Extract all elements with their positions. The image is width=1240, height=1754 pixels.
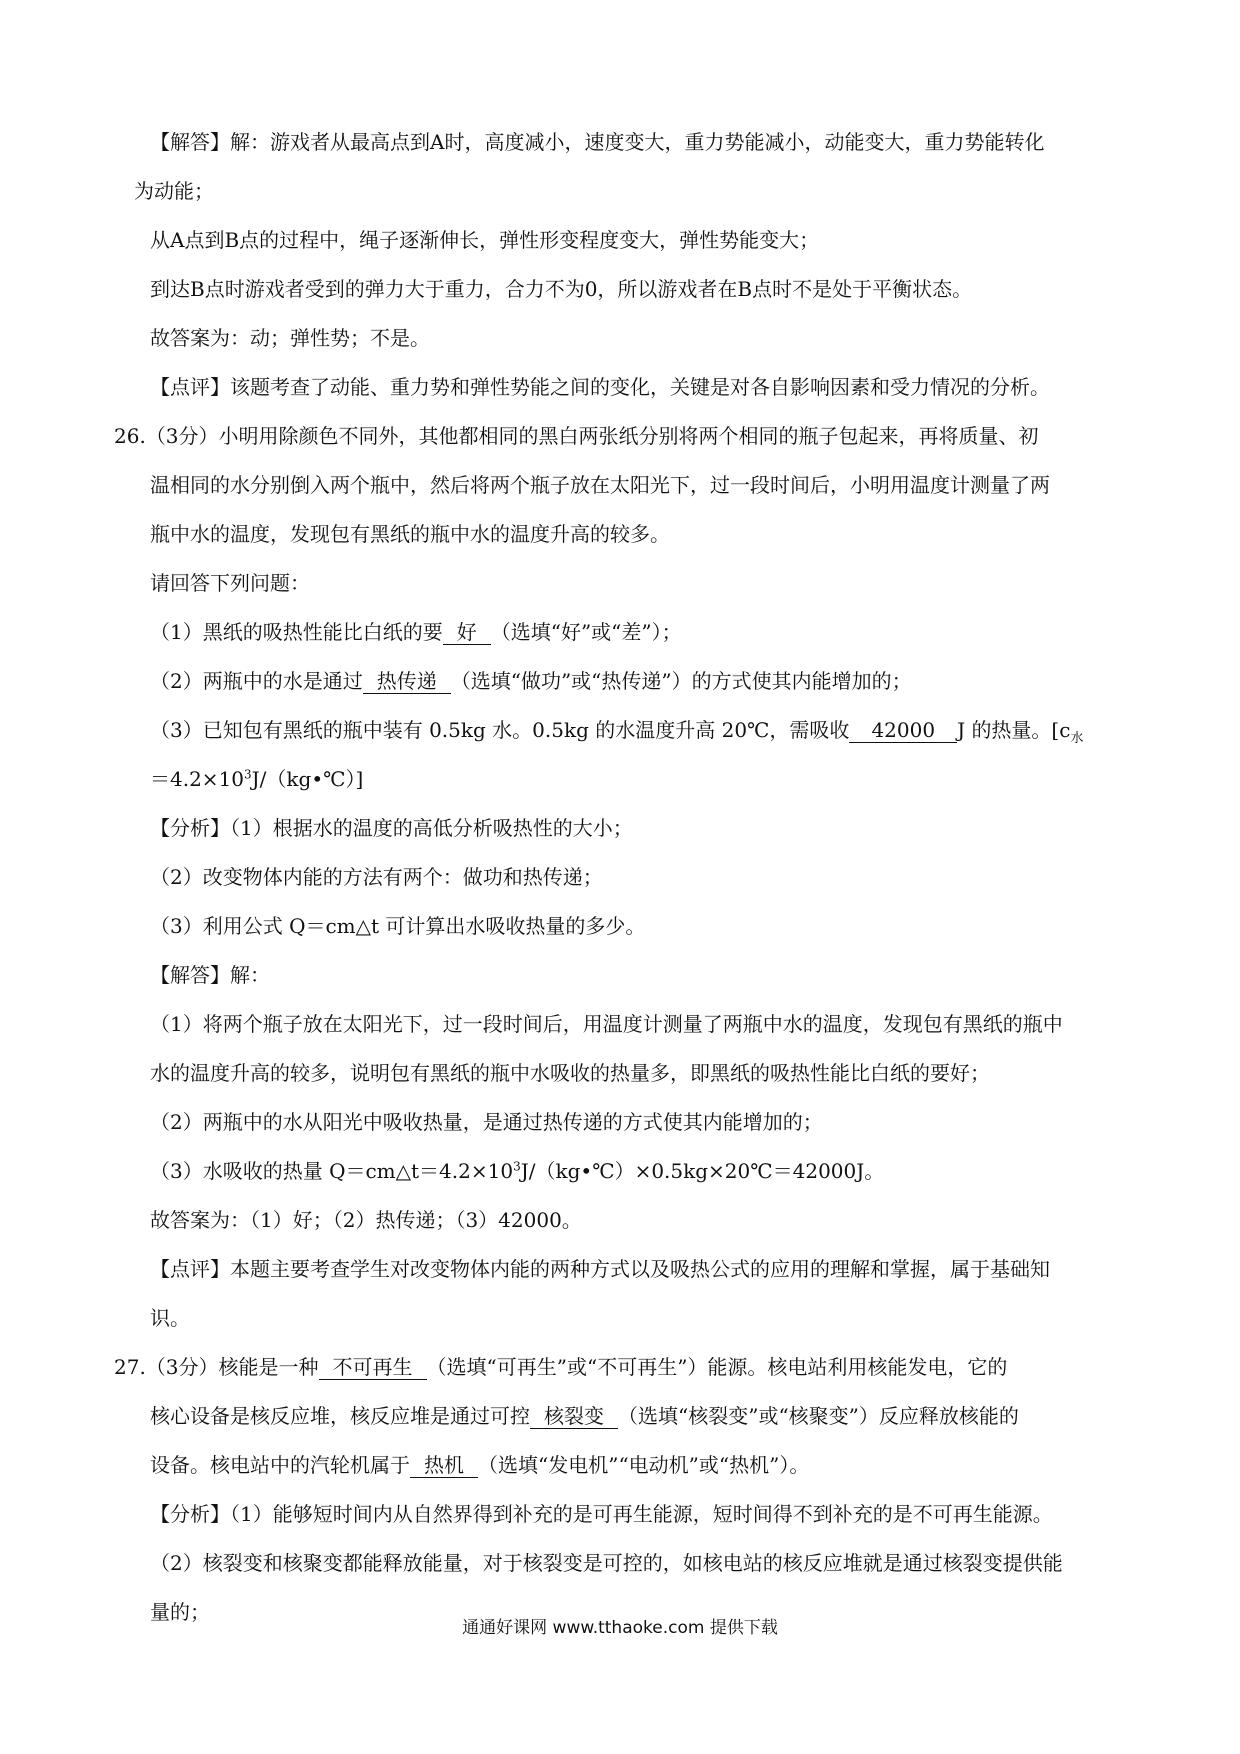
analysis-line: 【分析】（1）根据水的温度的高低分析吸热性的大小； <box>150 816 633 840</box>
page-content <box>114 118 1124 1637</box>
question-text: （选填“可再生”或“不可再生”）能源。核电站利用核能发电，它的 <box>426 1355 1008 1379</box>
sub-question-text: （3）已知包有黑纸的瓶中装有 0.5kg 水。0.5kg 的水温度升高 20℃，需吸收 <box>150 718 850 742</box>
text-line: 为动能； <box>134 179 214 203</box>
answer-blank: 好 <box>443 620 491 645</box>
question-text: 核心设备是核反应堆，核反应堆是通过可控 <box>150 1404 530 1428</box>
question-26-text: 26.（3分）小明用除颜色不同外，其他都相同的黑白两张纸分别将两个相同的瓶子包起来，再将质量、初 <box>114 424 1039 448</box>
sub-question-2 <box>134 657 1124 706</box>
answer-blank: 不可再生 <box>319 1355 427 1380</box>
question-prompt: 请回答下列问题： <box>150 571 310 595</box>
sub-question-text: （选填“做功”或“热传递”）的方式使其内能增加的； <box>450 669 912 693</box>
analysis-line: 【分析】（1）能够短时间内从自然界得到补充的是可再生能源，短时间得不到补充的是不可再生能源。 <box>150 1502 1053 1526</box>
analysis-line: 量的； <box>150 1600 210 1624</box>
question-27-line <box>134 1392 1124 1441</box>
analysis-line: （3）利用公式 Q＝cm△t 可计算出水吸收热量的多少。 <box>150 914 646 938</box>
analysis-line: （2）改变物体内能的方法有两个：做功和热传递； <box>150 865 603 889</box>
answer-line: 故答案为：（1）好；（2）热传递；（3）42000。 <box>150 1208 582 1232</box>
answer-blank: 42000 <box>849 718 957 743</box>
question-26-text: 温相同的水分别倒入两个瓶中，然后将两个瓶子放在太阳光下，过一段时间后，小明用温度计测量了两 <box>150 473 1050 497</box>
comment-line: 【点评】本题主要考查学生对改变物体内能的两种方式以及吸热公式的应用的理解和掌握，属于基础知 <box>150 1257 1050 1281</box>
sub-question-text: （2）两瓶中的水是通过 <box>150 669 363 693</box>
page-footer: 通通好课网 www.tthaoke.com 提供下载 <box>462 1618 778 1638</box>
solution-heading: 【解答】解： <box>150 963 270 987</box>
superscript: 3 <box>513 1159 521 1174</box>
question-27-line <box>114 1343 1124 1392</box>
text-line: 从A点到B点的过程中，绳子逐渐伸长，弹性形变程度变大，弹性势能变大； <box>150 228 820 252</box>
sub-question-3 <box>134 706 1124 755</box>
sub-question-text: J 的热量。[c <box>957 718 1071 742</box>
formula-text: ＝4.2×10 <box>150 767 245 791</box>
solution-line <box>134 1147 1124 1196</box>
solution-line: 水的温度升高的较多，说明包有黑纸的瓶中水吸收的热量多，即黑纸的吸热性能比白纸的要好； <box>150 1061 990 1085</box>
formula-text: J/（kg•℃）×0.5kg×20℃＝42000J。 <box>520 1159 885 1183</box>
comment-line: 【点评】该题考查了动能、重力势和弹性势能之间的变化，关键是对各自影响因素和受力情况的分析。 <box>150 375 1050 399</box>
question-text: （选填“核裂变”或“核聚变”）反应释放核能的 <box>618 1404 1019 1428</box>
superscript: 3 <box>244 767 252 782</box>
analysis-line: （2）核裂变和核聚变都能释放能量，对于核裂变是可控的，如核电站的核反应堆就是通过核裂变提供能 <box>150 1551 1063 1575</box>
formula-text: J/（kg•℃）] <box>251 767 364 791</box>
text-line: 到达B点时游戏者受到的弹力大于重力，合力不为0，所以游戏者在B点时不是处于平衡状态。 <box>150 277 973 301</box>
question-27-line <box>134 1441 1124 1490</box>
sub-question-text: （选填“好”或“差”）； <box>490 620 682 644</box>
answer-blank: 核裂变 <box>530 1404 618 1429</box>
sub-question-3-cont <box>134 755 1124 804</box>
comment-line: 识。 <box>150 1306 190 1330</box>
solution-line: （1）将两个瓶子放在太阳光下，过一段时间后，用温度计测量了两瓶中水的温度，发现包有黑纸的瓶中 <box>150 1012 1063 1036</box>
answer-blank: 热机 <box>410 1453 478 1478</box>
text-line: 故答案为：动；弹性势；不是。 <box>150 326 430 350</box>
formula-text: （3）水吸收的热量 Q＝cm△t＝4.2×10 <box>150 1159 514 1183</box>
question-26-text: 瓶中水的温度，发现包有黑纸的瓶中水的温度升高的较多。 <box>150 522 670 546</box>
sub-question-text: （1）黑纸的吸热性能比白纸的要 <box>150 620 443 644</box>
subscript: 水 <box>1070 731 1084 746</box>
answer-blank: 热传递 <box>363 669 451 694</box>
sub-question-1 <box>134 608 1124 657</box>
question-text: （选填“发电机”“电动机”或“热机”）。 <box>478 1453 810 1477</box>
solution-line: （2）两瓶中的水从阳光中吸收热量，是通过热传递的方式使其内能增加的； <box>150 1110 823 1134</box>
question-text: 设备。核电站中的汽轮机属于 <box>150 1453 410 1477</box>
text-line: 【解答】解：游戏者从最高点到A时，高度减小，速度变大，重力势能减小，动能变大，重力势能转化 <box>150 130 1045 154</box>
question-text: 27.（3分）核能是一种 <box>114 1355 319 1379</box>
